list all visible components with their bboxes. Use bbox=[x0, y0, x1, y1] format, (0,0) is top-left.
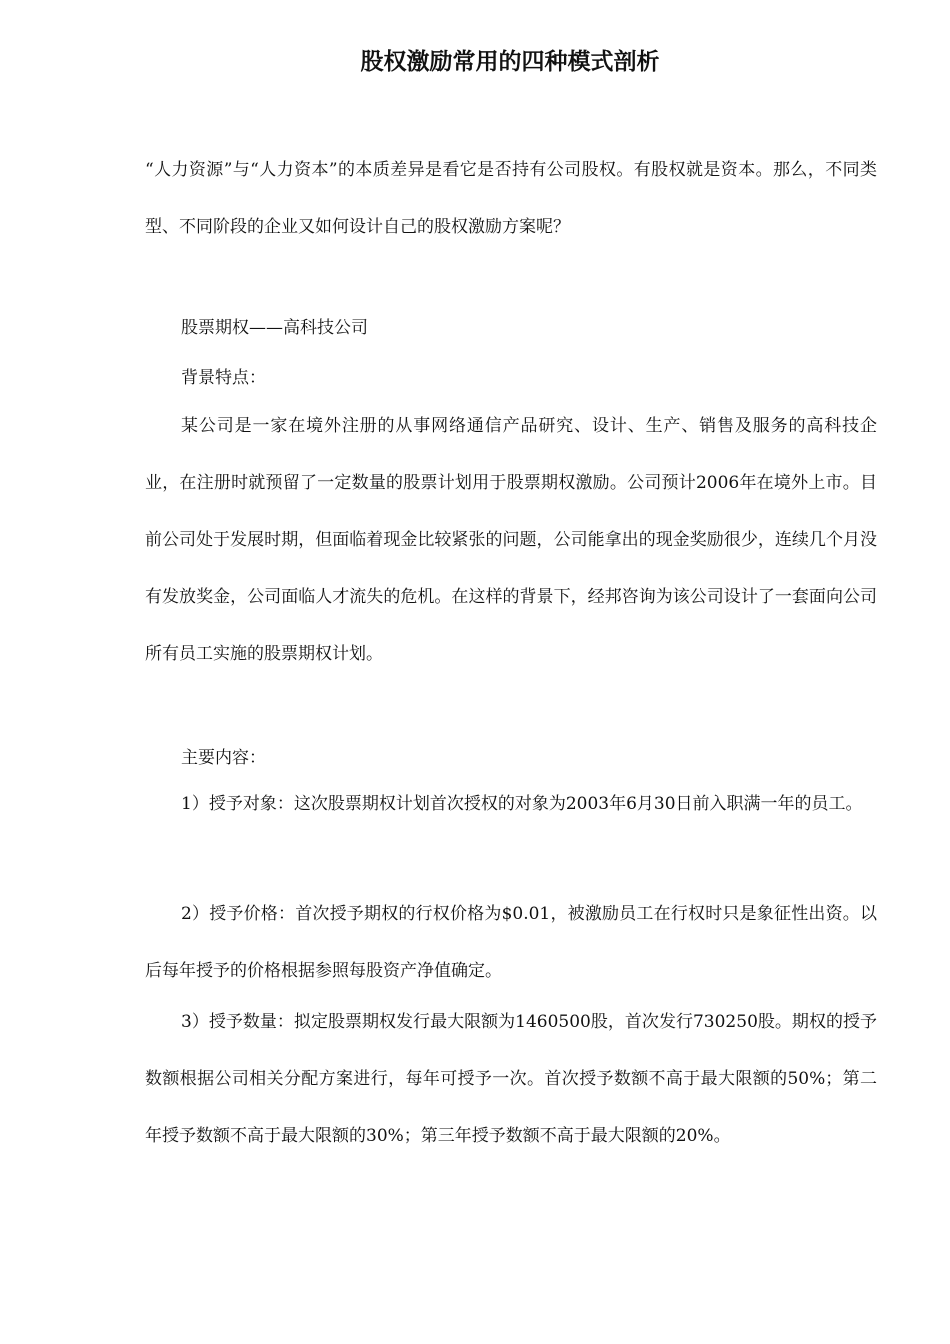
intro-paragraph: “人力资源”与“人力资本”的本质差异是看它是否持有公司股权。有股权就是资本。那么，不同类型、不同阶段的企业又如何设计自己的股权激励方案呢？ bbox=[145, 160, 877, 237]
main-content-label: 主要内容： bbox=[181, 748, 266, 768]
document-title: 股权激励常用的四种模式剖析 bbox=[360, 49, 660, 75]
background-label: 背景特点： bbox=[181, 368, 266, 388]
background-paragraph: 某公司是一家在境外注册的从事网络通信产品研究、设计、生产、销售及服务的高科技企业，在注册时就预留了一定数量的股票计划用于股票期权激励。公司预计2006年在境外上市。目前公司处于发展时期，但面临着现金比较紧张的问题，公司能拿出的现金奖励很少，连续几个月没有发放奖金，公司面临人才流失的危机。在这样的背景下，经邦咨询为该公司设计了一套面向公司所有员工实施的股票期权计划。 bbox=[145, 416, 877, 664]
list-item-grant-recipients: 1）授予对象：这次股票期权计划首次授权的对象为2003年6月30日前入职满一年的员工。 bbox=[181, 794, 863, 814]
section-heading: 股票期权——高科技公司 bbox=[181, 318, 368, 338]
list-item-grant-quantity: 3）授予数量：拟定股票期权发行最大限额为1460500股，首次发行730250股。期权的授予数额根据公司相关分配方案进行，每年可授予一次。首次授予数额不高于最大限额的50%；第二年授予数额不高于最大限额的30%；第三年授予数额不高于最大限额的20%。 bbox=[145, 1012, 877, 1146]
list-item-grant-price: 2）授予价格：首次授予期权的行权价格为$0.01，被激励员工在行权时只是象征性出资。以后每年授予的价格根据参照每股资产净值确定。 bbox=[145, 904, 877, 981]
